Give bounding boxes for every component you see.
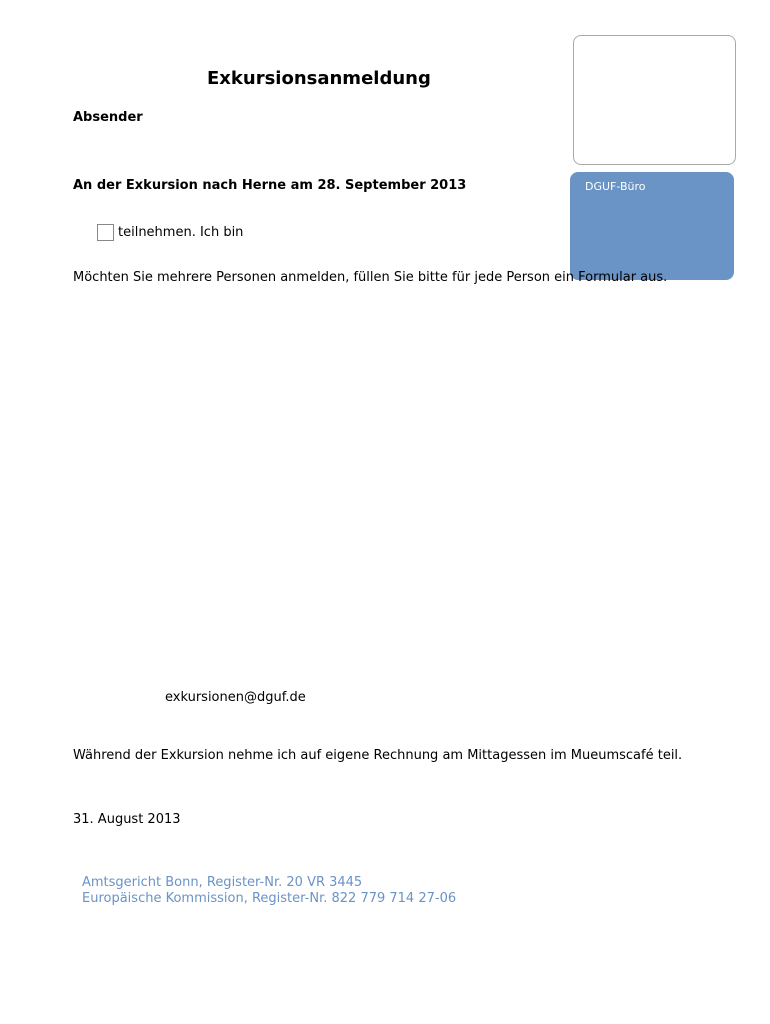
page-title: Exkursionsanmeldung bbox=[207, 68, 431, 89]
deadline: 31. August 2013 bbox=[73, 812, 181, 827]
sender-label: Absender bbox=[73, 110, 143, 125]
email-link[interactable]: exkursionen@dguf.de bbox=[165, 690, 306, 705]
footer-line-2: Europäische Kommission, Register-Nr. 822 779 714 27-06 bbox=[82, 891, 457, 906]
participate-checkbox[interactable] bbox=[97, 224, 114, 241]
office-box: DGUF-Büro bbox=[570, 172, 734, 280]
dguf-logo bbox=[573, 35, 736, 165]
footer-line-1: Amtsgericht Bonn, Register-Nr. 20 VR 3445 bbox=[82, 875, 363, 890]
participate-label: teilnehmen. Ich bin bbox=[118, 225, 244, 240]
lunch-question: Während der Exkursion nehme ich auf eigene Rechnung am Mittagessen im Mueumscafé teil. bbox=[73, 748, 683, 763]
note: Möchten Sie mehrere Personen anmelden, füllen Sie bitte für jede Person ein Formular aus. bbox=[73, 270, 668, 285]
intro: An der Exkursion nach Herne am 28. September 2013 bbox=[73, 178, 467, 193]
